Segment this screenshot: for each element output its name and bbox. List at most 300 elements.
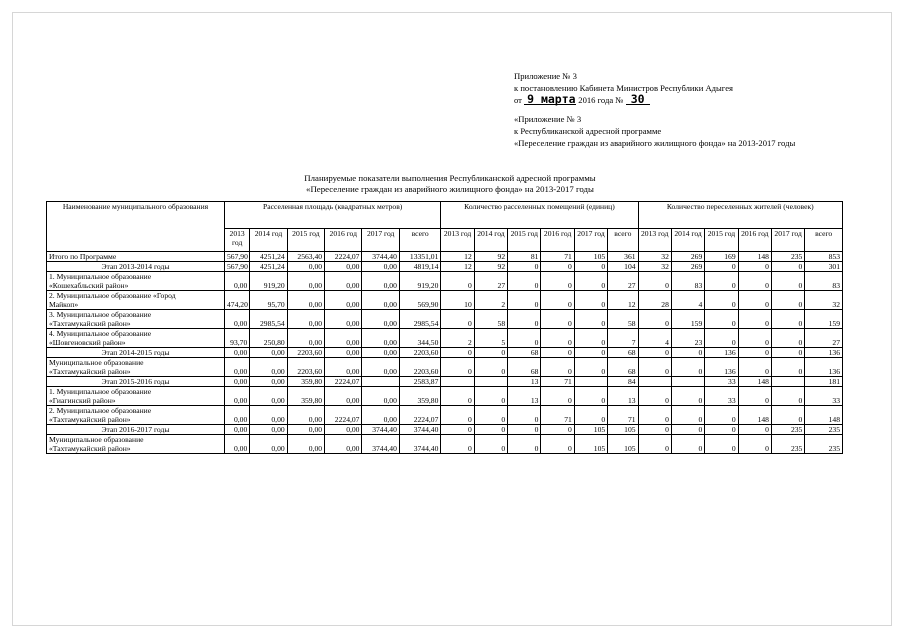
name-line: «Тахтамукайский район» xyxy=(49,444,131,453)
units-value-cell: 0 xyxy=(474,406,507,425)
name-line: Муниципальное образование xyxy=(49,358,144,367)
appendix-line-2: к постановлению Кабинета Министров Республики Адыгея xyxy=(514,83,733,93)
name-line: «Гиагинский район» xyxy=(49,396,116,405)
units-group-header: Количество расселенных помещений (единиц) xyxy=(441,202,638,229)
units-value-cell: 92 xyxy=(474,262,507,272)
units-value-cell: 13 xyxy=(608,387,638,406)
table-row xyxy=(47,406,843,425)
year-header: 2015 год xyxy=(287,229,324,252)
name-column-header: Наименование муниципального образования xyxy=(47,202,225,252)
people-value-cell: 0 xyxy=(771,291,804,310)
area-value-cell: 0,00 xyxy=(224,348,249,358)
units-value-cell: 0 xyxy=(441,435,474,454)
units-value-cell: 0 xyxy=(541,291,574,310)
people-value-cell: 0 xyxy=(738,425,771,435)
area-value-cell xyxy=(362,377,399,387)
units-value-cell: 0 xyxy=(441,310,474,329)
units-value-cell: 2 xyxy=(441,329,474,348)
table-row xyxy=(47,425,843,435)
units-value-cell: 71 xyxy=(608,406,638,425)
units-value-cell: 0 xyxy=(508,272,541,291)
people-value-cell: 0 xyxy=(705,262,738,272)
people-value-cell: 0 xyxy=(705,425,738,435)
area-value-cell: 0,00 xyxy=(287,406,324,425)
people-value-cell: 148 xyxy=(738,377,771,387)
people-value-cell: 0 xyxy=(771,329,804,348)
units-value-cell: 84 xyxy=(608,377,638,387)
people-value-cell: 0 xyxy=(671,406,704,425)
people-value-cell: 169 xyxy=(705,252,738,262)
year-header: 2013 год xyxy=(224,229,249,252)
area-value-cell: 0,00 xyxy=(287,272,324,291)
units-value-cell: 13 xyxy=(508,377,541,387)
name-line: «Шовгеновский район» xyxy=(49,338,126,347)
units-value-cell xyxy=(474,377,507,387)
units-value-cell: 0 xyxy=(474,358,507,377)
name-line: Майкоп» xyxy=(49,300,79,309)
area-value-cell: 0,00 xyxy=(250,387,287,406)
units-value-cell: 92 xyxy=(474,252,507,262)
area-value-cell: 4251,24 xyxy=(250,262,287,272)
people-value-cell: 0 xyxy=(705,291,738,310)
units-value-cell: 58 xyxy=(608,310,638,329)
people-value-cell: 0 xyxy=(771,387,804,406)
people-value-cell: 0 xyxy=(771,310,804,329)
area-value-cell: 2224,07 xyxy=(399,406,441,425)
area-value-cell: 2203,60 xyxy=(287,358,324,377)
handwritten-number: 30 xyxy=(626,94,650,105)
indicators-table xyxy=(46,201,843,454)
area-value-cell: 0,00 xyxy=(224,435,249,454)
area-value-cell: 0,00 xyxy=(224,358,249,377)
people-value-cell: 235 xyxy=(805,435,843,454)
people-value-cell: 0 xyxy=(671,425,704,435)
people-value-cell: 235 xyxy=(771,252,804,262)
name-line: 3. Муниципальное образование xyxy=(49,310,152,319)
people-value-cell: 269 xyxy=(671,252,704,262)
units-value-cell: 105 xyxy=(574,425,607,435)
area-value-cell: 0,00 xyxy=(362,348,399,358)
people-value-cell: 0 xyxy=(638,358,671,377)
area-value-cell: 4251,24 xyxy=(250,252,287,262)
name-line: 4. Муниципальное образование xyxy=(49,329,152,338)
people-value-cell: 0 xyxy=(638,310,671,329)
people-value-cell: 0 xyxy=(638,425,671,435)
units-value-cell: 68 xyxy=(608,348,638,358)
area-value-cell: 0,00 xyxy=(250,435,287,454)
people-value-cell xyxy=(671,377,704,387)
year-header: 2014 год xyxy=(250,229,287,252)
area-value-cell: 0,00 xyxy=(362,262,399,272)
units-value-cell: 68 xyxy=(508,348,541,358)
municipality-name-cell xyxy=(47,329,225,348)
people-value-cell: 4 xyxy=(638,329,671,348)
units-value-cell: 12 xyxy=(608,291,638,310)
name-line: «Тахтамукайский район» xyxy=(49,367,131,376)
area-value-cell: 2203,60 xyxy=(399,348,441,358)
area-value-cell: 0,00 xyxy=(325,387,362,406)
stage-name-cell xyxy=(47,348,225,358)
units-value-cell: 0 xyxy=(541,358,574,377)
people-value-cell: 0 xyxy=(771,272,804,291)
people-value-cell: 235 xyxy=(771,435,804,454)
units-value-cell: 0 xyxy=(574,329,607,348)
table-row xyxy=(47,252,843,262)
people-value-cell: 4 xyxy=(671,291,704,310)
units-value-cell: 0 xyxy=(508,262,541,272)
people-value-cell: 33 xyxy=(705,387,738,406)
people-value-cell: 0 xyxy=(638,435,671,454)
people-value-cell: 853 xyxy=(805,252,843,262)
area-value-cell: 0,00 xyxy=(362,358,399,377)
name-line: Этап 2013-2014 годы xyxy=(101,262,170,271)
area-value-cell: 0,00 xyxy=(224,387,249,406)
area-value-cell: 2224,07 xyxy=(325,406,362,425)
name-line: 1. Муниципальное образование xyxy=(49,272,152,281)
area-value-cell: 3744,40 xyxy=(399,435,441,454)
area-value-cell: 0,00 xyxy=(250,425,287,435)
municipality-name-cell xyxy=(47,291,225,310)
people-value-cell: 0 xyxy=(738,348,771,358)
people-value-cell: 32 xyxy=(638,252,671,262)
area-value-cell: 0,00 xyxy=(250,348,287,358)
people-value-cell: 0 xyxy=(705,406,738,425)
area-value-cell: 0,00 xyxy=(224,310,249,329)
people-value-cell: 0 xyxy=(705,310,738,329)
area-value-cell: 2985,54 xyxy=(399,310,441,329)
name-line: Муниципальное образование xyxy=(49,435,144,444)
people-value-cell xyxy=(638,377,671,387)
area-value-cell: 0,00 xyxy=(362,406,399,425)
year-header: 2017 год xyxy=(771,229,804,252)
name-line: «Кошехабльский район» xyxy=(49,281,129,290)
name-line: 2. Муниципальное образование xyxy=(49,406,152,415)
units-value-cell: 361 xyxy=(608,252,638,262)
program-line-2: к Республиканской адресной программе xyxy=(514,126,662,136)
area-value-cell: 0,00 xyxy=(362,387,399,406)
people-value-cell: 235 xyxy=(771,425,804,435)
units-value-cell: 12 xyxy=(441,262,474,272)
area-value-cell: 2563,40 xyxy=(287,252,324,262)
people-value-cell: 0 xyxy=(638,406,671,425)
area-value-cell: 0,00 xyxy=(325,329,362,348)
units-value-cell: 58 xyxy=(474,310,507,329)
people-value-cell: 0 xyxy=(738,272,771,291)
year-header: всего xyxy=(805,229,843,252)
units-value-cell: 0 xyxy=(508,291,541,310)
area-value-cell: 0,00 xyxy=(325,425,362,435)
units-value-cell: 7 xyxy=(608,329,638,348)
table-row xyxy=(47,348,843,358)
people-value-cell: 0 xyxy=(738,329,771,348)
program-line-1: «Приложение № 3 xyxy=(514,114,582,124)
units-value-cell: 0 xyxy=(541,310,574,329)
name-line: Этап 2016-2017 годы xyxy=(101,425,170,434)
people-value-cell: 0 xyxy=(671,358,704,377)
units-value-cell: 0 xyxy=(508,329,541,348)
people-value-cell: 136 xyxy=(705,348,738,358)
units-value-cell: 10 xyxy=(441,291,474,310)
name-line: «Тахтамукайский район» xyxy=(49,319,131,328)
units-value-cell: 13 xyxy=(508,387,541,406)
units-value-cell: 105 xyxy=(608,425,638,435)
units-value-cell: 68 xyxy=(508,358,541,377)
people-value-cell: 159 xyxy=(805,310,843,329)
area-value-cell: 4819,14 xyxy=(399,262,441,272)
municipality-name-cell xyxy=(47,435,225,454)
units-value-cell: 71 xyxy=(541,406,574,425)
units-value-cell: 0 xyxy=(474,425,507,435)
people-value-cell xyxy=(771,377,804,387)
table-row xyxy=(47,291,843,310)
area-value-cell: 0,00 xyxy=(287,262,324,272)
units-value-cell: 105 xyxy=(608,435,638,454)
area-value-cell: 0,00 xyxy=(250,377,287,387)
area-value-cell: 0,00 xyxy=(325,348,362,358)
units-value-cell: 71 xyxy=(541,252,574,262)
date-prefix: от xyxy=(514,95,522,105)
year-header: 2016 год xyxy=(738,229,771,252)
area-value-cell: 359,80 xyxy=(287,377,324,387)
area-value-cell: 359,80 xyxy=(399,387,441,406)
table-row xyxy=(47,262,843,272)
people-value-cell: 0 xyxy=(671,387,704,406)
units-value-cell: 0 xyxy=(441,406,474,425)
units-value-cell: 0 xyxy=(574,272,607,291)
people-value-cell: 0 xyxy=(771,262,804,272)
units-value-cell: 0 xyxy=(574,310,607,329)
area-value-cell: 0,00 xyxy=(362,329,399,348)
title-line-2: «Переселение граждан из аварийного жилищного фонда» на 2013-2017 годы xyxy=(306,184,594,194)
people-value-cell: 0 xyxy=(771,348,804,358)
year-header: 2015 год xyxy=(508,229,541,252)
units-value-cell: 0 xyxy=(441,348,474,358)
year-header: 2016 год xyxy=(541,229,574,252)
people-value-cell: 0 xyxy=(705,272,738,291)
units-value-cell: 0 xyxy=(441,425,474,435)
units-value-cell: 0 xyxy=(508,425,541,435)
date-suffix: 2016 года № xyxy=(578,95,624,105)
program-reference xyxy=(514,113,884,149)
area-value-cell: 0,00 xyxy=(287,329,324,348)
units-value-cell: 2 xyxy=(474,291,507,310)
area-value-cell: 0,00 xyxy=(362,291,399,310)
area-value-cell: 2583,87 xyxy=(399,377,441,387)
year-header: 2017 год xyxy=(362,229,399,252)
area-value-cell: 0,00 xyxy=(362,272,399,291)
municipality-name-cell xyxy=(47,272,225,291)
name-line: Этап 2015-2016 годы xyxy=(101,377,170,386)
area-value-cell: 250,80 xyxy=(250,329,287,348)
area-value-cell: 919,20 xyxy=(250,272,287,291)
units-value-cell: 0 xyxy=(574,406,607,425)
units-value-cell: 0 xyxy=(574,262,607,272)
municipality-name-cell xyxy=(47,387,225,406)
people-value-cell: 23 xyxy=(671,329,704,348)
people-value-cell: 0 xyxy=(705,329,738,348)
table-row xyxy=(47,377,843,387)
year-header: 2014 год xyxy=(474,229,507,252)
people-value-cell: 27 xyxy=(805,329,843,348)
name-line: Итого по Программе xyxy=(49,252,117,261)
area-value-cell: 2203,60 xyxy=(287,348,324,358)
area-value-cell: 567,90 xyxy=(224,262,249,272)
table-row xyxy=(47,358,843,377)
people-value-cell: 181 xyxy=(805,377,843,387)
municipality-name-cell xyxy=(47,310,225,329)
units-value-cell: 0 xyxy=(541,425,574,435)
municipality-name-cell xyxy=(47,406,225,425)
units-value-cell: 68 xyxy=(608,358,638,377)
people-value-cell: 0 xyxy=(738,310,771,329)
units-value-cell: 0 xyxy=(541,435,574,454)
year-header: всего xyxy=(608,229,638,252)
area-value-cell: 0,00 xyxy=(224,272,249,291)
year-header: 2016 год xyxy=(325,229,362,252)
units-value-cell xyxy=(441,377,474,387)
units-value-cell: 0 xyxy=(541,272,574,291)
area-value-cell: 0,00 xyxy=(325,358,362,377)
people-value-cell: 148 xyxy=(805,406,843,425)
municipality-name-cell xyxy=(47,358,225,377)
people-value-cell: 32 xyxy=(805,291,843,310)
area-value-cell: 3744,40 xyxy=(399,425,441,435)
handwritten-date: 9 марта xyxy=(524,94,576,105)
units-value-cell: 5 xyxy=(474,329,507,348)
people-value-cell: 235 xyxy=(805,425,843,435)
people-value-cell: 0 xyxy=(771,406,804,425)
people-value-cell: 33 xyxy=(805,387,843,406)
municipality-name-cell xyxy=(47,252,225,262)
people-value-cell: 148 xyxy=(738,252,771,262)
units-value-cell: 81 xyxy=(508,252,541,262)
units-value-cell: 27 xyxy=(608,272,638,291)
people-value-cell: 0 xyxy=(738,358,771,377)
area-value-cell: 3744,40 xyxy=(362,252,399,262)
people-value-cell: 136 xyxy=(805,358,843,377)
name-line: Этап 2014-2015 годы xyxy=(101,348,170,357)
units-value-cell: 0 xyxy=(508,435,541,454)
units-value-cell: 71 xyxy=(541,377,574,387)
area-value-cell: 0,00 xyxy=(287,310,324,329)
units-value-cell: 0 xyxy=(541,329,574,348)
name-line: 2. Муниципальное образование «Город xyxy=(49,291,176,300)
people-value-cell: 269 xyxy=(671,262,704,272)
people-value-cell: 0 xyxy=(671,348,704,358)
units-value-cell: 0 xyxy=(541,387,574,406)
year-header: 2017 год xyxy=(574,229,607,252)
people-value-cell: 0 xyxy=(638,272,671,291)
area-value-cell: 0,00 xyxy=(224,425,249,435)
units-value-cell: 0 xyxy=(541,348,574,358)
units-value-cell: 0 xyxy=(508,310,541,329)
area-value-cell: 95,70 xyxy=(250,291,287,310)
units-value-cell: 104 xyxy=(608,262,638,272)
area-value-cell: 474,20 xyxy=(224,291,249,310)
stage-name-cell xyxy=(47,377,225,387)
units-value-cell: 0 xyxy=(441,272,474,291)
appendix-date-line xyxy=(514,94,874,106)
table-row xyxy=(47,272,843,291)
title-line-1: Планируемые показатели выполнения Республиканской адресной программы xyxy=(304,173,596,183)
area-value-cell: 0,00 xyxy=(325,272,362,291)
area-value-cell: 0,00 xyxy=(325,435,362,454)
year-header: 2014 год xyxy=(671,229,704,252)
area-value-cell: 13351,01 xyxy=(399,252,441,262)
table-row xyxy=(47,329,843,348)
people-value-cell: 0 xyxy=(705,435,738,454)
units-value-cell: 0 xyxy=(574,358,607,377)
name-line: «Тахтамукайский район» xyxy=(49,415,131,424)
people-group-header: Количество переселенных жителей (человек) xyxy=(638,202,842,229)
area-value-cell: 2985,54 xyxy=(250,310,287,329)
area-value-cell: 93,70 xyxy=(224,329,249,348)
people-value-cell: 0 xyxy=(638,348,671,358)
area-value-cell: 2224,07 xyxy=(325,377,362,387)
people-value-cell: 28 xyxy=(638,291,671,310)
people-value-cell: 0 xyxy=(771,358,804,377)
people-value-cell: 0 xyxy=(738,291,771,310)
stage-name-cell xyxy=(47,262,225,272)
units-value-cell: 0 xyxy=(574,291,607,310)
area-value-cell: 567,90 xyxy=(224,252,249,262)
year-header: 2013 год xyxy=(441,229,474,252)
people-value-cell: 136 xyxy=(705,358,738,377)
document-title xyxy=(230,173,670,195)
area-value-cell: 0,00 xyxy=(287,425,324,435)
units-value-cell: 0 xyxy=(574,348,607,358)
units-value-cell: 12 xyxy=(441,252,474,262)
area-value-cell: 344,50 xyxy=(399,329,441,348)
program-line-3: «Переселение граждан из аварийного жилищного фонда» на 2013-2017 годы xyxy=(514,138,796,148)
units-value-cell: 0 xyxy=(508,406,541,425)
area-value-cell: 919,20 xyxy=(399,272,441,291)
people-value-cell: 33 xyxy=(705,377,738,387)
area-value-cell: 0,00 xyxy=(362,310,399,329)
table-row xyxy=(47,310,843,329)
units-value-cell: 105 xyxy=(574,435,607,454)
people-value-cell: 0 xyxy=(738,435,771,454)
area-group-header: Расселенная площадь (квадратных метров) xyxy=(224,202,440,229)
area-value-cell: 3744,40 xyxy=(362,425,399,435)
units-value-cell: 105 xyxy=(574,252,607,262)
area-value-cell: 0,00 xyxy=(325,291,362,310)
area-value-cell: 0,00 xyxy=(325,310,362,329)
people-value-cell: 136 xyxy=(805,348,843,358)
name-line: 1. Муниципальное образование xyxy=(49,387,152,396)
units-value-cell: 0 xyxy=(441,387,474,406)
area-value-cell: 569,90 xyxy=(399,291,441,310)
units-value-cell: 27 xyxy=(474,272,507,291)
table-row xyxy=(47,435,843,454)
people-value-cell: 0 xyxy=(738,387,771,406)
units-value-cell: 0 xyxy=(574,387,607,406)
units-value-cell: 0 xyxy=(441,358,474,377)
units-value-cell: 0 xyxy=(474,435,507,454)
people-value-cell: 83 xyxy=(805,272,843,291)
year-header: всего xyxy=(399,229,441,252)
area-value-cell: 2224,07 xyxy=(325,252,362,262)
people-value-cell: 83 xyxy=(671,272,704,291)
units-value-cell: 0 xyxy=(474,348,507,358)
area-value-cell: 0,00 xyxy=(224,406,249,425)
area-value-cell: 359,80 xyxy=(287,387,324,406)
year-header: 2015 год xyxy=(705,229,738,252)
area-value-cell: 3744,40 xyxy=(362,435,399,454)
stage-name-cell xyxy=(47,425,225,435)
area-value-cell: 2203,60 xyxy=(399,358,441,377)
table-row xyxy=(47,387,843,406)
